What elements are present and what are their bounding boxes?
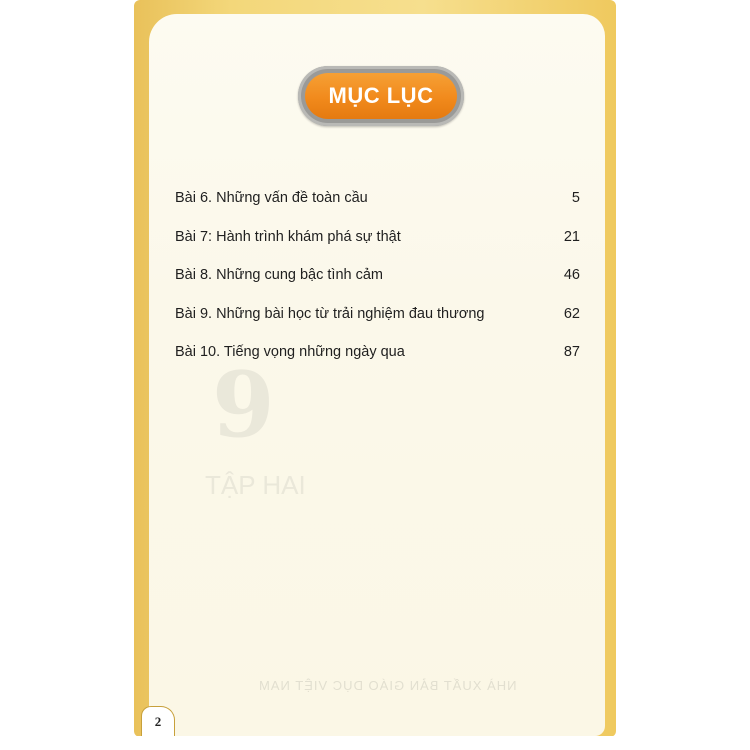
toc-entry[interactable] [175, 186, 580, 225]
toc-entry[interactable] [175, 225, 580, 264]
page-title: MỤC LỤC [328, 83, 434, 108]
page-number: 2 [154, 714, 162, 729]
watermark-volume: TẬP HAI [205, 470, 306, 500]
toc-entry-page: 62 [563, 305, 580, 322]
toc-entry-page: 5 [571, 190, 580, 206]
toc-entry-page: 46 [563, 267, 580, 283]
toc-entry-title[interactable]: Bài 7: Hành trình khám phá sự thật [175, 228, 401, 245]
toc-entry[interactable] [175, 302, 580, 341]
title-badge [298, 66, 464, 126]
toc-entry-page: 21 [563, 228, 580, 245]
watermark-grade: 9 [212, 352, 275, 458]
table-of-contents [175, 186, 580, 379]
toc-entry-title[interactable]: Bài 6. Những vấn đề toàn cầu [175, 190, 368, 206]
toc-entry-title[interactable]: Bài 9. Những bài học từ trải nghiệm đau thương [175, 305, 485, 322]
toc-entry-title[interactable]: Bài 8. Những cung bậc tình cảm [175, 267, 383, 283]
toc-entry[interactable] [175, 263, 580, 302]
page-number-badge [141, 706, 175, 737]
title-badge-fill [305, 73, 457, 119]
toc-entry-title[interactable]: Bài 10. Tiếng vọng những ngày qua [175, 344, 405, 360]
bottom-margin [134, 736, 616, 750]
toc-entry[interactable] [175, 340, 580, 379]
toc-entry-page: 87 [563, 344, 580, 360]
watermark-publisher: NHÀ XUẤT BẢN GIÁO DỤC VIỆT NAM [258, 678, 517, 693]
